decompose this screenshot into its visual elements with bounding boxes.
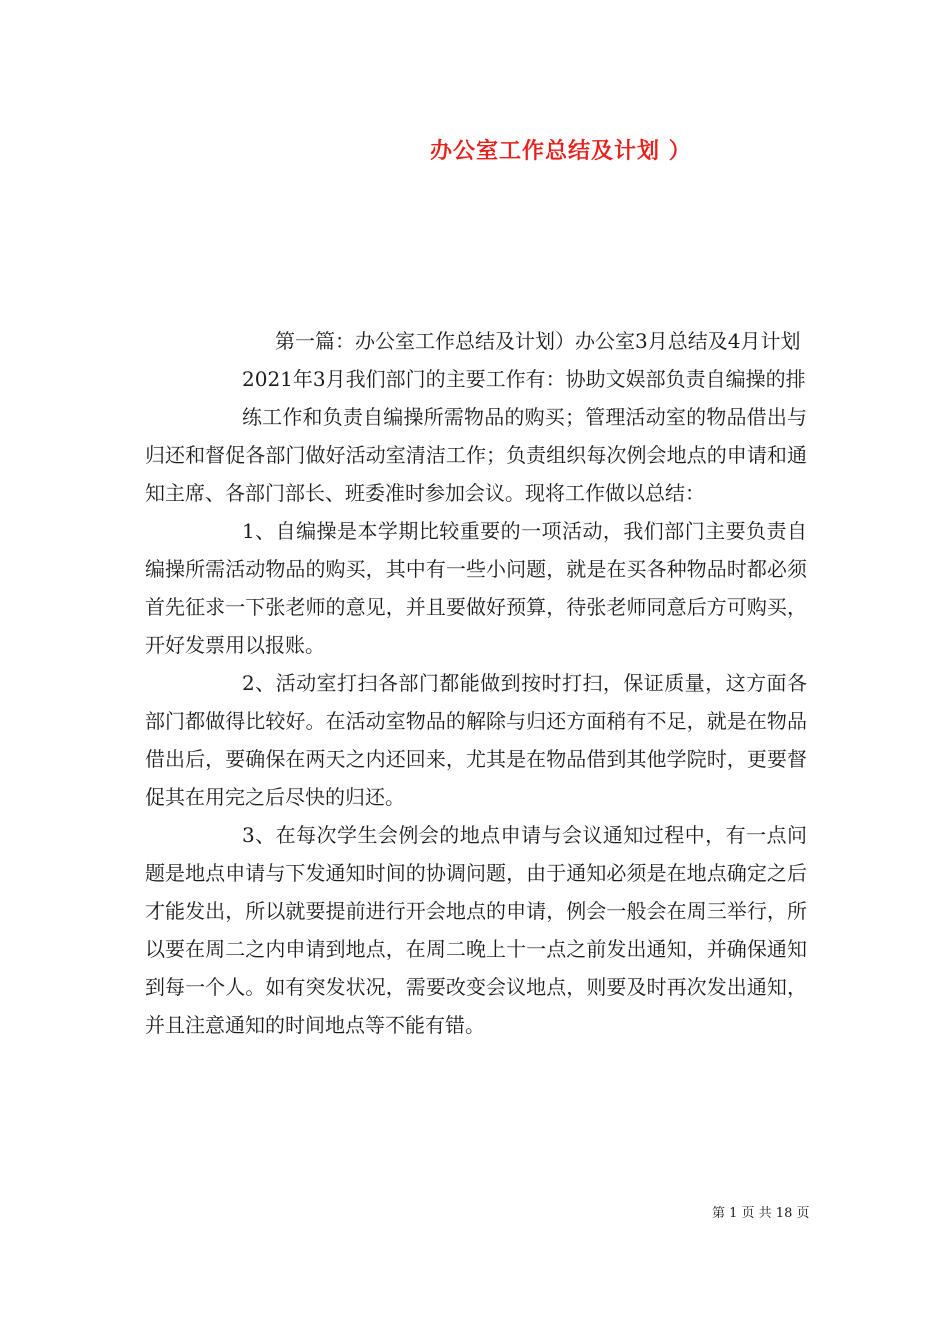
document-body bbox=[145, 322, 807, 1044]
summary-item-1: 1、自编操是本学期比较重要的一项活动，我们部门主要负责自编操所需活动物品的购买，其中有一些小问题，就是在买各种物品时都必须首先征求一下张老师的意见，并且要做好预算，待张老师同意后方可购买，开好发票用以报账。 bbox=[145, 519, 807, 657]
summary-item-3: 3、在每次学生会例会的地点申请与会议通知过程中，有一点问题是地点申请与下发通知时间的协调问题，由于通知必须是在地点确定之后才能发出，所以就要提前进行开会地点的申请，例会一般会在周三举行，所以要在周二之内申请到地点，在周二晚上十一点之前发出通知，并确保通知到每一个人。如有突发状况，需要改变会议地点，则要及时再次发出通知，并且注意通知的时间地点等不能有错。 bbox=[145, 823, 807, 1037]
summary-item-2: 2、活动室打扫各部门都能做到按时打扫，保证质量，这方面各部门都做得比较好。在活动室物品的解除与归还方面稍有不足，就是在物品借出后，要确保在两天之内还回来，尤其是在物品借到其他学院时，更要督促其在用完之后尽快的归还。 bbox=[145, 671, 807, 809]
section-heading: 第一篇：办公室工作总结及计划）办公室3月总结及4月计划 bbox=[275, 329, 801, 353]
document-title: 办公室工作总结及计划 ） bbox=[430, 138, 692, 164]
page-number-footer: 第 1 页 共 18 页 bbox=[712, 1206, 810, 1221]
intro-continuation-paragraph: 练工作和负责自编操所需物品的购买；管理活动室的物品借出与归还和督促各部门做好活动室清洁工作；负责组织每次例会地点的申请和通知主席、各部门部长、班委准时参加会议。现将工作做以总结： bbox=[145, 405, 807, 505]
intro-paragraph: 2021年3月我们部门的主要工作有：协助文娱部负责自编操的排 bbox=[242, 367, 806, 391]
